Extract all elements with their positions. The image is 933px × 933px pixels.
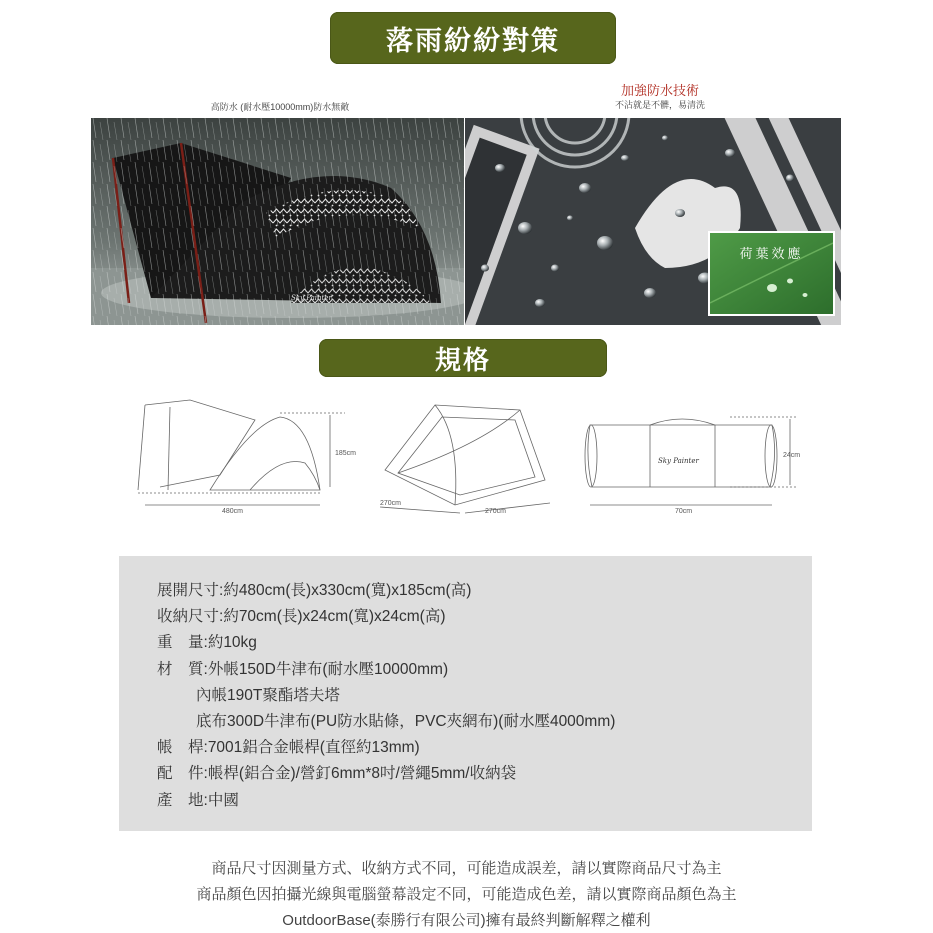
- spec-value: 約480cm(長)x330cm(寬)x185cm(高): [223, 582, 472, 599]
- dim-label-length-1: 480cm: [222, 508, 244, 515]
- spec-row-accessories: [157, 761, 615, 787]
- spec-list: [157, 578, 615, 814]
- inner-tent-diagram: [380, 405, 550, 513]
- spec-row-origin: [157, 788, 615, 814]
- spec-label: 產 地:: [157, 791, 208, 809]
- note-rights: OutdoorBase(泰勝行有限公司)擁有最終判斷解釋之權利: [282, 912, 651, 929]
- disclaimer-notes: [0, 856, 933, 933]
- spec-row-material-floor: [157, 709, 615, 735]
- spec-label: 帳 桿:: [157, 739, 208, 757]
- waterproof-tech-title: 加強防水技術: [620, 83, 699, 98]
- dim-label-depth-2: 270cm: [380, 500, 402, 507]
- spec-label: 展開尺寸:: [157, 582, 224, 599]
- spec-label: 材 質:: [157, 660, 208, 678]
- spec-label: 配 件:: [157, 765, 208, 783]
- tent-rain-photo: [91, 118, 464, 325]
- note-size: 商品尺寸因測量方式、收納方式不同，可能造成誤差，請以實際商品尺寸為主: [211, 860, 722, 877]
- dim-label-width-2: 270cm: [485, 508, 507, 515]
- spec-row-poles: [157, 735, 615, 761]
- spec-value: 中國: [207, 791, 239, 809]
- section-banner-rain: [330, 12, 616, 64]
- dim-label-height-3: 24cm: [783, 452, 801, 459]
- spec-value: 外帳150D牛津布(耐水壓10000mm): [207, 660, 449, 678]
- lotus-effect-badge: [708, 231, 835, 316]
- spec-label: 重 量:: [157, 634, 208, 652]
- spec-label: 收納尺寸:: [157, 608, 224, 626]
- dimension-diagrams: [130, 395, 820, 525]
- spec-value: 內帳190T聚酯塔夫塔: [196, 686, 340, 704]
- tent-side-diagram: [138, 400, 345, 505]
- spec-value: 底布300D牛津布(PU防水貼條，PVC夾網布)(耐水壓4000mm): [196, 712, 616, 730]
- waterproof-caption: 高防水 (耐水壓10000mm)防水無敵: [210, 102, 350, 112]
- spec-row-unfolded-size: [157, 578, 615, 604]
- dim-label-length-3: 70cm: [675, 508, 693, 515]
- spec-value: 約70cm(長)x24cm(寬)x24cm(高): [223, 608, 446, 626]
- sky-painter-logo: Sky Painter: [658, 457, 699, 465]
- spec-row-packed-size: [157, 604, 615, 630]
- spec-row-material-inner: [157, 683, 615, 709]
- note-color: 商品顏色因拍攝光線與電腦螢幕設定不同，可能造成色差，請以實際商品顏色為主: [196, 886, 737, 903]
- waterproof-tech-subtitle: 不沾就是不髒，易清洗: [614, 100, 705, 110]
- section-title-spec: 規格: [434, 345, 491, 376]
- section-banner-spec: [319, 339, 607, 377]
- spec-value: 約10kg: [207, 634, 257, 652]
- spec-value: 帳桿(鋁合金)/營釘6mm*8吋/營繩5mm/收納袋: [207, 765, 517, 783]
- spec-row-material: [157, 657, 615, 683]
- spec-value: 7001鋁合金帳桿(直徑約13mm): [207, 739, 420, 757]
- dim-label-height-1: 185cm: [335, 450, 357, 457]
- spec-row-weight: [157, 630, 615, 656]
- section-title-rain: 落雨紛紛對策: [386, 25, 560, 57]
- spec-box: [119, 556, 812, 831]
- lotus-effect-label: 荷葉效應: [739, 247, 804, 262]
